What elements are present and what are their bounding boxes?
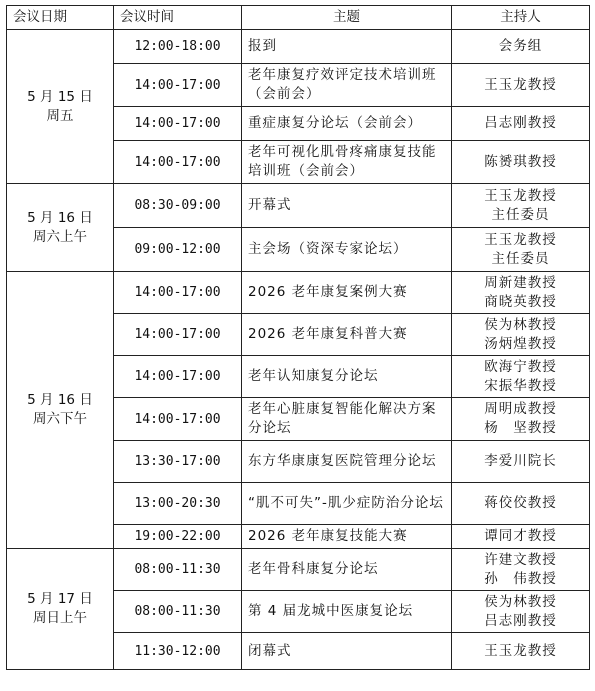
time-cell: 19:00-22:00 bbox=[114, 525, 242, 549]
host-name: 侯为林教授 bbox=[484, 593, 557, 610]
host-name: 李爱川院长 bbox=[484, 453, 557, 469]
date-period: 周六上午 bbox=[33, 228, 87, 245]
topic-cell: 闭幕式 bbox=[242, 633, 452, 670]
topic-cell: 重症康复分论坛（会前会） bbox=[242, 107, 452, 141]
date-cell bbox=[7, 184, 114, 272]
host-name: 杨 坚教授 bbox=[484, 420, 557, 436]
date-cell bbox=[7, 30, 114, 184]
schedule-table bbox=[6, 5, 590, 670]
time-cell: 14:00-17:00 bbox=[114, 398, 242, 441]
time-cell: 14:00-17:00 bbox=[114, 141, 242, 184]
host-cell bbox=[452, 314, 590, 356]
host-name: 王玉龙教授 bbox=[484, 231, 557, 248]
date-day: 5 月 16 日 bbox=[27, 392, 93, 408]
host-cell bbox=[452, 30, 590, 64]
time-cell: 08:30-09:00 bbox=[114, 184, 242, 228]
topic-cell: “肌不可失”-肌少症防治分论坛 bbox=[242, 483, 452, 525]
host-cell bbox=[452, 184, 590, 228]
topic-cell: 主会场（资深专家论坛） bbox=[242, 228, 452, 272]
date-day: 5 月 17 日 bbox=[27, 591, 93, 607]
host-name: 孙 伟教授 bbox=[484, 570, 557, 587]
host-cell bbox=[452, 591, 590, 633]
topic-cell: 第 4 届龙城中医康复论坛 bbox=[242, 591, 452, 633]
topic-cell: 东方华康康复医院管理分论坛 bbox=[242, 441, 452, 483]
time-cell: 14:00-17:00 bbox=[114, 107, 242, 141]
date-period: 周五 bbox=[46, 107, 74, 124]
host-name: 周明成教授 bbox=[484, 401, 557, 417]
time-cell: 13:30-17:00 bbox=[114, 441, 242, 483]
host-name: 商晓英教授 bbox=[484, 293, 557, 310]
host-cell bbox=[452, 525, 590, 549]
time-cell: 14:00-17:00 bbox=[114, 314, 242, 356]
time-cell: 13:00-20:30 bbox=[114, 483, 242, 525]
header-date: 会议日期 bbox=[7, 6, 114, 30]
time-cell: 09:00-12:00 bbox=[114, 228, 242, 272]
time-cell: 14:00-17:00 bbox=[114, 356, 242, 398]
host-name: 王玉龙教授 bbox=[484, 76, 557, 93]
host-name: 会务组 bbox=[498, 38, 543, 54]
topic-cell: 2026 老年康复科普大赛 bbox=[242, 314, 452, 356]
topic-cell: 老年认知康复分论坛 bbox=[242, 356, 452, 398]
host-name: 周新建教授 bbox=[484, 274, 557, 291]
host-name: 许建文教授 bbox=[484, 551, 557, 568]
host-name: 侯为林教授 bbox=[484, 316, 557, 333]
table-row bbox=[7, 549, 590, 591]
host-title: 主任委员 bbox=[491, 206, 550, 223]
host-name: 欧海宁教授 bbox=[484, 358, 557, 375]
table-row bbox=[7, 184, 590, 228]
host-cell bbox=[452, 64, 590, 107]
time-cell: 11:30-12:00 bbox=[114, 633, 242, 670]
host-cell bbox=[452, 633, 590, 670]
host-cell bbox=[452, 483, 590, 525]
header-time: 会议时间 bbox=[114, 6, 242, 30]
host-name: 谭同才教授 bbox=[484, 528, 557, 544]
time-cell: 08:00-11:30 bbox=[114, 549, 242, 591]
host-name: 宋振华教授 bbox=[484, 377, 557, 394]
host-name: 吕志刚教授 bbox=[484, 612, 557, 629]
date-cell bbox=[7, 272, 114, 549]
host-cell bbox=[452, 272, 590, 314]
date-cell bbox=[7, 549, 114, 670]
time-cell: 12:00-18:00 bbox=[114, 30, 242, 64]
host-cell bbox=[452, 107, 590, 141]
date-period: 周六下午 bbox=[33, 411, 87, 427]
header-row bbox=[7, 6, 590, 30]
topic-cell: 2026 老年康复案例大赛 bbox=[242, 272, 452, 314]
table-row bbox=[7, 272, 590, 314]
topic-cell: 老年心脏康复智能化解决方案分论坛 bbox=[242, 398, 452, 441]
topic-cell: 老年骨科康复分论坛 bbox=[242, 549, 452, 591]
topic-cell: 老年可视化肌骨疼痛康复技能培训班（会前会） bbox=[242, 141, 452, 184]
date-day: 5 月 15 日 bbox=[27, 88, 93, 105]
host-cell bbox=[452, 398, 590, 441]
date-day: 5 月 16 日 bbox=[27, 209, 93, 226]
table-row bbox=[7, 30, 590, 64]
host-name: 吕志刚教授 bbox=[484, 115, 557, 131]
topic-cell: 2026 老年康复技能大赛 bbox=[242, 525, 452, 549]
time-cell: 14:00-17:00 bbox=[114, 272, 242, 314]
host-cell bbox=[452, 228, 590, 272]
host-cell bbox=[452, 356, 590, 398]
header-host: 主持人 bbox=[452, 6, 590, 30]
host-cell bbox=[452, 549, 590, 591]
time-cell: 08:00-11:30 bbox=[114, 591, 242, 633]
topic-cell: 开幕式 bbox=[242, 184, 452, 228]
host-name: 汤炳煌教授 bbox=[484, 335, 557, 352]
host-name: 蒋佼佼教授 bbox=[484, 495, 557, 511]
time-cell: 14:00-17:00 bbox=[114, 64, 242, 107]
host-name: 陈赟琪教授 bbox=[484, 153, 557, 170]
topic-cell: 报到 bbox=[242, 30, 452, 64]
host-name: 王玉龙教授 bbox=[484, 187, 557, 204]
host-title: 主任委员 bbox=[491, 250, 550, 267]
date-period: 周日上午 bbox=[33, 610, 87, 626]
host-cell bbox=[452, 141, 590, 184]
host-name: 王玉龙教授 bbox=[484, 642, 557, 659]
host-cell bbox=[452, 441, 590, 483]
header-topic: 主题 bbox=[242, 6, 452, 30]
topic-cell: 老年康复疗效评定技术培训班（会前会） bbox=[242, 64, 452, 107]
